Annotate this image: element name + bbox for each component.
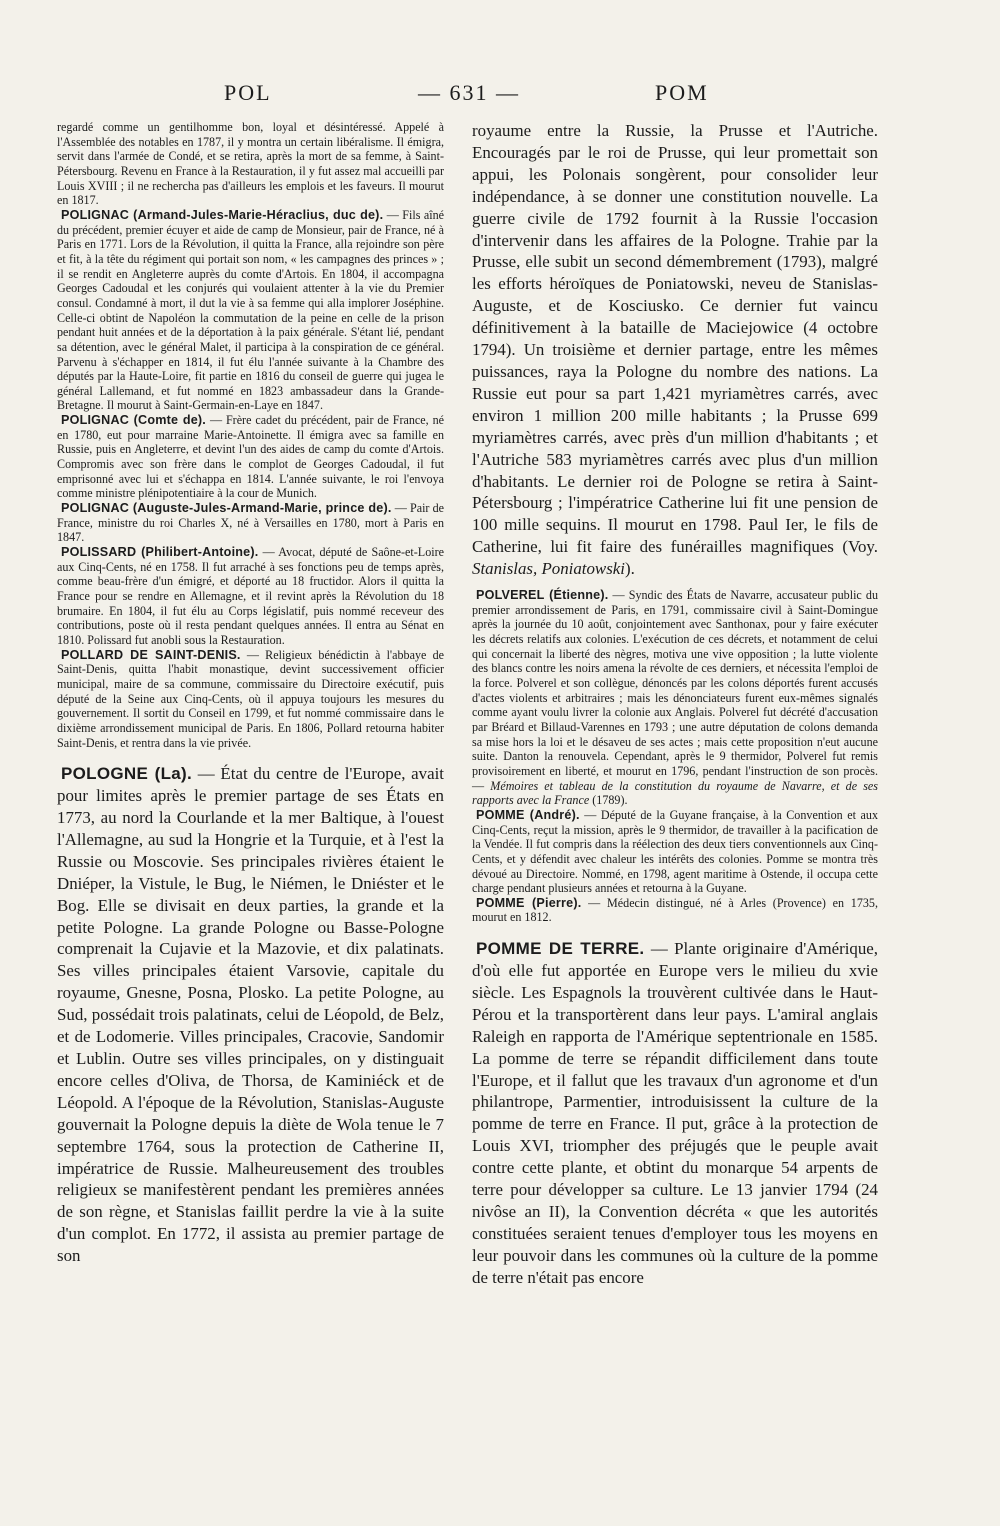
entry-text: — Plante originaire d'Amérique, d'où elle fut apportée en Europe vers le milieu du xvie siècle. Les Espagnols la trouvèrent cultivée dans le Haut-Pérou et la transportèrent dans leur pays. L'amiral anglais Raleigh en rapporta de l'Amérique septentrionale en 1585. La pomme de terre se répandit difficilement dans toute l'Europe, et il fallut que les travaux d'un agronome et d'un philantrope, Parmentier, introduisissent la culture de la pomme de terre en France. Il put, grâce à la protection de Louis XVI, triompher des préjugés que le peuple avait contre cette plante, et obtint du monarque 54 arpents de terre pour développer sa culture. Le 13 janvier 1794 (24 nivôse an II), la Convention décréta « que les autorités constituées seraient tenues d'employer tous les moyens en leur pouvoir dans les communes où la culture de la pomme de terre n'était pas encore [472, 939, 879, 1287]
header-right-guideword: POM [655, 80, 709, 105]
entry-pologne [57, 763, 444, 1267]
right-column [472, 120, 878, 1289]
entry-text: — Médecin distingué, né à Arles (Provence) en 1735, mourut en 1812. [472, 895, 878, 925]
entry-headword: POLIGNAC (Armand-Jules-Marie-Héraclius, duc de). [61, 207, 384, 222]
entry-polignac-armand [57, 208, 444, 413]
running-header [0, 80, 1000, 120]
left-column [57, 120, 444, 1267]
work-title: Mémoires et tableau de la constitution du royaume de Navarre, et de ses rapports avec la France [472, 778, 879, 808]
entry-headword: POMME (André). [476, 807, 580, 822]
entry-text: — Fils aîné du précédent, premier écuyer et aide de camp de Monsieur, pair de France, né à Paris en 1771. Lors de la Révolution, il quitta la France, alla rejoindre son père et fit, à la tête du régiment qui portait son nom, « les campagnes des princes » ; il se rendit en Angleterre auprès du comte d'Artois. En 1804, il accompagna Georges Cadoudal et les conjurés qui voulaient attenter à la vie du Premier consul. Condamné à mort, il dut la vie à sa femme qui alla implorer Joséphine. Celle-ci obtint de Napoléon la commutation de la peine en celle de la prison pendant huit années et de la déportation à la paix générale. S'étant lié, pendant sa détention, avec le général Malet, il participa à la conspiration de ce général. Parvenu à s'échapper en 1814, il fut élu l'année suivante à la Chambre des députés par la Haute-Loire, fit partie en 1816 du conseil de guerre qui jugea le général Lallemand, et fut nommé en 1823 ambassadeur dans la Grande-Bretagne. Il mourut à Saint-Germain-en-Laye en 1847. [57, 207, 444, 413]
entry-pomme-andre [472, 808, 878, 896]
entry-text: — État du centre de l'Europe, avait pour limites après le premier partage de ses États en 1773, au nord la Courlande et la mer Baltique, à l'ouest l'Allemagne, au sud la Hongrie et la Turquie, et à l'est la Russie ou Moscovie. Ses principales rivières étaient le Dniéper, la Vistule, le Bug, le Niémen, le Dniéster et le Bog. Elle se divisait en deux parties, la grande et la petite Pologne. La grande Pologne ou Basse-Pologne comprenait la Cujavie et la Mazovie, et dix palatinats. Ses villes principales étaient Varsovie, capitale du royaume, Gnesne, Posna, Plosko. La petite Pologne, au Sud, possédait trois palatinats, celui de Léopold, de Belz, et de Lodomerie. Villes principales, Cracovie, Sandomir et Lublin. Outre ses villes principales, on y distinguait encore celles d'Oliva, de Thorsa, de Kaminiéck et de Léopold. A l'époque de la Révolution, Stanislas-Auguste gouvernait la Pologne depuis la diète de Wola tenue le 7 septembre 1764, sous la protection de Catherine II, impératrice de Russie. Malheureusement des troubles religieux se manifestèrent pendant les premières années de son règne, et Stanislas faillit perdre la vie à la suite d'un complot. En 1772, il assista au premier partage de son [57, 764, 444, 1266]
entry-headword: POMME (Pierre). [476, 895, 582, 910]
entry-text: — Religieux bénédictin à l'abbaye de Saint-Denis, quitta l'habit monastique, devint successivement officier municipal, maire de sa commune, commissaire du Directoire exécutif, puis député de la Seine aux Cinq-Cents, où il appuya toujours les mesures du gouvernement. Il sortit du Conseil en 1799, et fut nommé commissaire dans le dixième arrondissement municipal de Paris. En 1806, Pollard retourna habiter Saint-Denis, et rentra dans la vie privée. [57, 647, 444, 750]
entry-text: — Pair de France, ministre du roi Charles X, né à Versailles en 1780, mort à Paris en 1847. [57, 501, 444, 545]
entry-polverel [472, 588, 878, 808]
entry-polignac-auguste [57, 501, 444, 545]
work-year: (1789). [589, 793, 628, 808]
entry-headword: POLOGNE (La). [61, 764, 193, 784]
page-number: — 631 — [418, 80, 520, 105]
entry-headword: POMME DE TERRE. [476, 939, 645, 959]
entry-headword: POLVEREL (Étienne). [476, 588, 609, 603]
entry-polignac-comte [57, 413, 444, 501]
header-left-guideword: POL [224, 80, 272, 105]
entry-pomme-pierre [472, 896, 878, 925]
entry-text: — Député de la Guyane française, à la Convention et aux Cinq-Cents, reçut la mission, après le 9 thermidor, de travailler à la pacification de la Vendée. Il fut compris dans la réélection des deux tiers conventionnels aux Cinq-Cents, et y défendit avec chaleur les intérêts des colonies. Pomme se montra très dévoué au Directoire. Nommé, en 1798, agent maritime à Ostende, il occupa cette charge pendant plusieurs années et retourna à la Guyane. [472, 807, 878, 896]
entry-pomme-de-terre [472, 938, 878, 1289]
entry-text-end: ). [624, 559, 635, 579]
entry-headword: POLISSARD (Philibert-Antoine). [61, 545, 259, 560]
entry-polissard [57, 545, 444, 648]
entry-pollard [57, 648, 444, 751]
entry-pologne-continued [472, 120, 878, 580]
cross-reference: Stanislas, Poniatowski [472, 559, 625, 579]
entry-text: — Frère cadet du précédent, pair de France, né en 1780, eut pour marraine Marie-Antoinette. Il émigra avec sa famille en Russie, puis en Angleterre, et devint l'un des aides de camp du comte d'Artois. Compromis avec son frère dans le complot de Georges Cadoudal, il fut emprisonné avec lui et s'échappa en 1814. L'année suivante, le roi l'envoya comme ministre plénipotentiaire à la cour de Munich. [57, 413, 445, 501]
entry-headword: POLLARD DE SAINT-DENIS. [61, 647, 241, 662]
entry-text: royaume entre la Russie, la Prusse et l'Autriche. Encouragés par le roi de Prusse, qui leur promettait son appui, les Polonais songèrent, pour consolider leur indépendance, à se donner une constitution nouvelle. La guerre civile de 1792 fournit à la Russie l'occasion d'intervenir dans les affaires de la Pologne. Trahie par la Prusse, elle subit un second démembrement (1793), malgré les efforts héroïques de Poniatowski, neveu de Stanislas-Auguste, et de Kosciusko. Ce dernier fut vaincu définitivement à la bataille de Maciejowice (4 octobre 1794). Un troisième et dernier partage, entre les mêmes puissances, raya la Pologne du nombre des nations. La Russie eut pour sa part 1,421 myriamètres carrés, avec environ 1 million 200 mille habitants ; la Prusse 699 myriamètres carrés, avec près d'un million d'habitants ; et l'Autriche 583 myriamètres carrés avec plus d'un million d'habitants. Le dernier roi de Pologne se retira à Saint-Pétersbourg ; l'impératrice Catherine lui fit une pension de 100 mille sequins. Il mourut en 1798. Paul Ier, le fils de Catherine, lui fit faire des funérailles magnifiques (Voy. [472, 121, 878, 557]
entry-text: — Avocat, député de Saône-et-Loire aux Cinq-Cents, né en 1758. Il fut arraché à ses fonctions peu de temps après, comme beau-frère d'un émigré, et déporté au 18 fructidor. Alors il quitta la France pour se rendre en Allemagne, et il revint après la Révolution du 18 brumaire. En 1804, il fut élu au Corps législatif, puis nommé receveur des contributions, poste où il resta pendant quelques années. Il entra au Sénat en 1810. Polissard fut anobli sous la Restauration. [57, 545, 444, 647]
entry-headword: POLIGNAC (Comte de). [61, 413, 207, 428]
entry-headword: POLIGNAC (Auguste-Jules-Armand-Marie, prince de). [61, 501, 392, 516]
entry-continuation: regardé comme un gentilhomme bon, loyal et désintéressé. Appelé à l'Assemblée des notables en 1787, il y montra un certain libéralisme. Il émigra, servit dans l'armée de Condé, et se retira, après la mort de sa femme, à Saint-Pétersbourg. Revenu en France à la Restauration, il y fut assez mal accueilli par Louis XVIII ; il ne rechercha pas d'ailleurs les emplois et les faveurs. Il mourut en 1817. [57, 120, 444, 208]
entry-text: — Syndic des États de Navarre, accusateur public du premier arrondissement de Paris, en 1791, commissaire civil à Saint-Domingue après la journée du 10 août, conjointement avec Santhonax, pour y faire exécuter les décrets relatifs aux colonies. L'exécution de ces décrets, et notamment de celui qui concernait la liberté des nègres, motiva une vive opposition ; la lutte violente des blancs contre les noirs amena la révolte de ces derniers, et nécessita l'emploi de la force. Polverel et son collègue, dénoncés par les colons déportés furent accusés d'actes violents et arbitraires ; mais les dénonciateurs furent eux-mêmes signalés comme ayant voulu livrer la colonie aux Anglais. Polverel fut décrété d'accusation par Bréard et Billaud-Varennes en 1793 ; une autre députation de colons demanda sa mise hors la loi et le désaveu de ses actes ; mais cette proposition n'eut aucune suite. Danton la renouvela. Cependant, après le 9 thermidor, Polverel fut remis provisoirement en liberté, et mourut en 1796, pendant l'instruction de son procès. — [472, 588, 878, 793]
